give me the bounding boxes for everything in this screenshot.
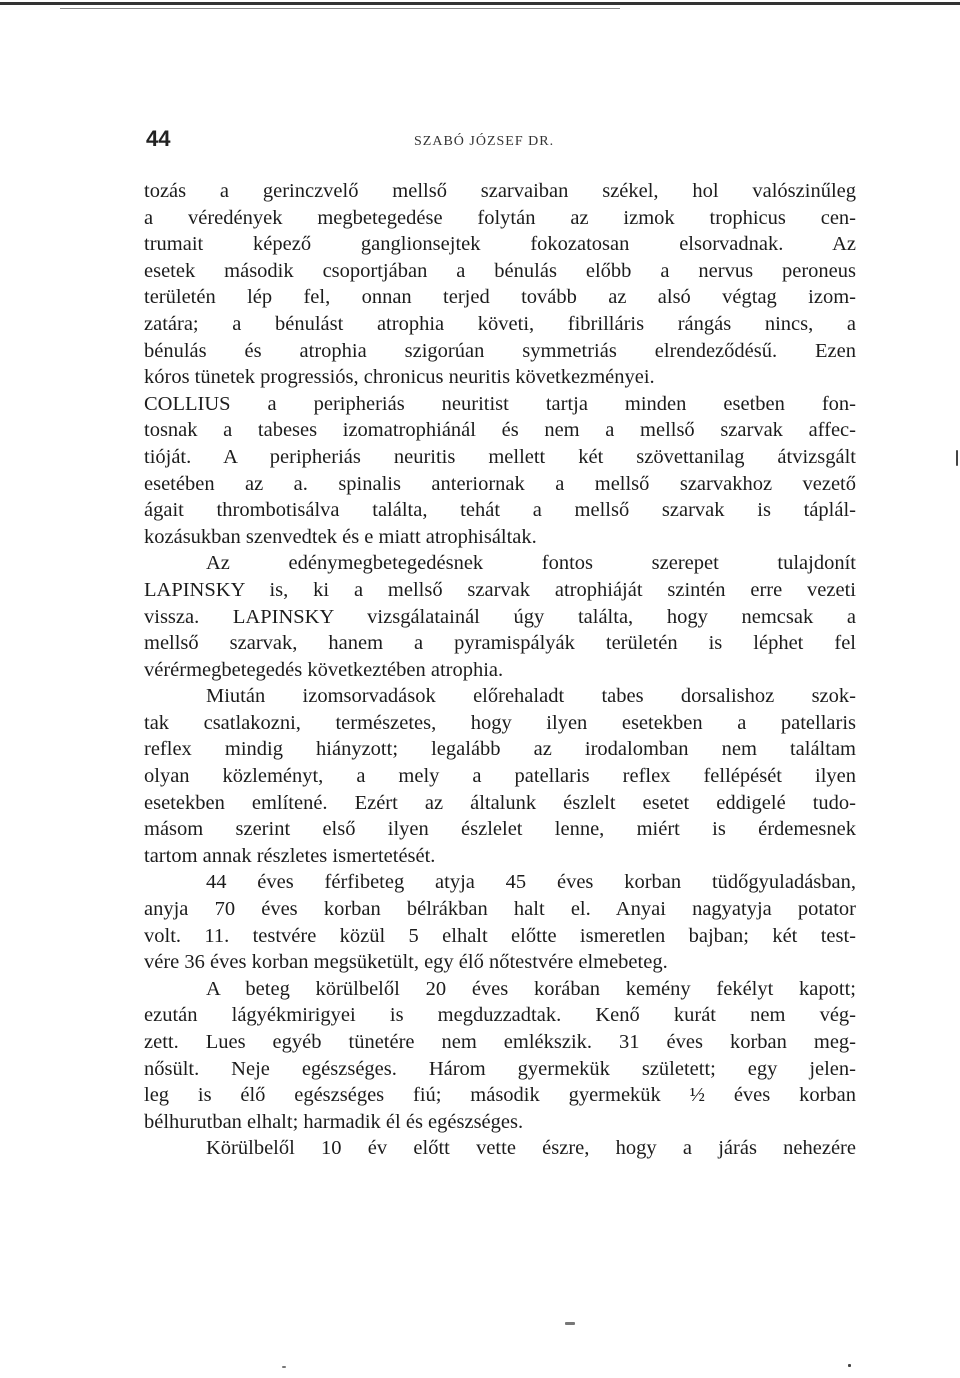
text-line: ezután lágyékmirigyei is megduzzadtak. Kenő kurát nem vég- [144,1004,856,1027]
text-line: trumait képező ganglionsejtek fokozatosan elsorvadnak. Az [144,233,856,256]
page-number: 44 [146,126,171,151]
text-line: olyan közleményt, a mely a patellaris reflex fellépését ilyen [144,765,856,788]
text-line: reflex mindig hiányzott; legalább az irodalomban nem találtam [144,738,856,761]
text-line: tosnak a tabeses izomatrophiánál és nem a mellső szarvak affec- [144,419,856,442]
text-line: esetekben említené. Ezért az általunk észlelt esetet eddigelé tudo- [144,791,856,814]
text-line: a véredények megbetegedése folytán az izmok trophicus cen- [144,206,856,229]
text-line: zatára; a bénulást atrophia követi, fibrilláris rángás nincs, a [144,312,856,335]
text-line: vére 36 éves korban megsüketült, egy élő nőtestvére elmebeteg. [144,951,668,974]
text-line: tak csatlakozni, természetes, hogy ilyen esetekben a patellaris [144,711,856,734]
text-line: mellső szarvak, hanem a pyramispályák területén is léphet fel [144,632,856,655]
text-line: zett. Lues egyéb tünetére nem emlékszik. 31 éves korban meg- [144,1031,856,1053]
text-line: bénulás és atrophia szigorúan symmetriás elrendeződésű. Ezen [144,339,856,362]
text-line: 44 éves férfibeteg atyja 45 éves korban tüdőgyuladásban, [206,871,856,894]
text-line: vissza. LAPINSKY vizsgálatainál úgy találta, hogy nemcsak a [144,605,856,628]
text-line: volt. 11. testvére közül 5 elhalt előtte ismeretlen bajban; két test- [144,924,856,947]
page-header [0,126,960,162]
scan-artifact [848,1364,851,1367]
text-line: másom szerint első ilyen észlelet lenne, miért is érdemesnek [144,818,856,841]
top-border-rule-thin [60,8,620,9]
scan-artifact [282,1366,286,1368]
text-line: kozásukban szenvedtek és e miatt atrophisáltak. [144,525,537,548]
text-line: Az edénymegbetegedésnek fontos szerepet tulajdonít [206,552,856,575]
text-line: anyja 70 éves korban bélrákban halt el. Anyai nagyatyja potator [144,898,856,921]
scan-artifact [565,1322,575,1325]
text-line: tozás a gerinczvelő mellső szarvaiban székel, hol valószinűleg [144,180,856,202]
text-line: nősült. Neje egészséges. Három gyermekük született; egy jelen- [144,1057,856,1080]
text-line: kóros tünetek progressiós, chronicus neuritis következményei. [144,366,655,389]
running-head: SZABÓ JÓZSEF DR. [414,134,555,149]
text-line: tartom annak részletes ismertetését. [144,844,436,867]
top-border-rule [0,2,960,5]
text-line: tióját. A peripheriás neuritis mellett két szövettanilag átvizsgált [144,445,856,468]
body-text [144,178,856,1162]
text-line: ágait thrombotisálva találta, tehát a mellső szarvak is táplál- [144,499,856,522]
text-line: COLLIUS a peripheriás neuritist tartja minden esetben fon- [144,392,856,415]
text-line: bélhurutban elhalt; harmadik él és egészséges. [144,1110,524,1133]
text-line: leg is élő egészséges fiú; második gyermekük ½ éves korban [144,1084,856,1107]
text-line: A beteg körülbelől 20 éves korában kemény fekélyt kapott; [206,977,856,1000]
text-line: LAPINSKY is, ki a mellső szarvak atrophiáját szintén erre vezeti [144,578,856,601]
text-line: esetében az a. spinalis anteriornak a mellső szarvakhoz vezető [144,472,856,495]
text-line: Körülbelől 10 év előtt vette észre, hogy a járás nehezére [206,1137,856,1160]
text-line: területén lép fel, onnan terjed tovább az alsó végtag izom- [144,286,856,309]
text-line: Miután izomsorvadások előrehaladt tabes dorsalishoz szok- [206,685,856,708]
scan-artifact [956,450,958,466]
text-line: esetek második csoportjában a bénulás előbb a nervus peroneus [144,259,856,282]
text-line: vérérmegbetegedés következtében atrophia. [144,658,504,681]
